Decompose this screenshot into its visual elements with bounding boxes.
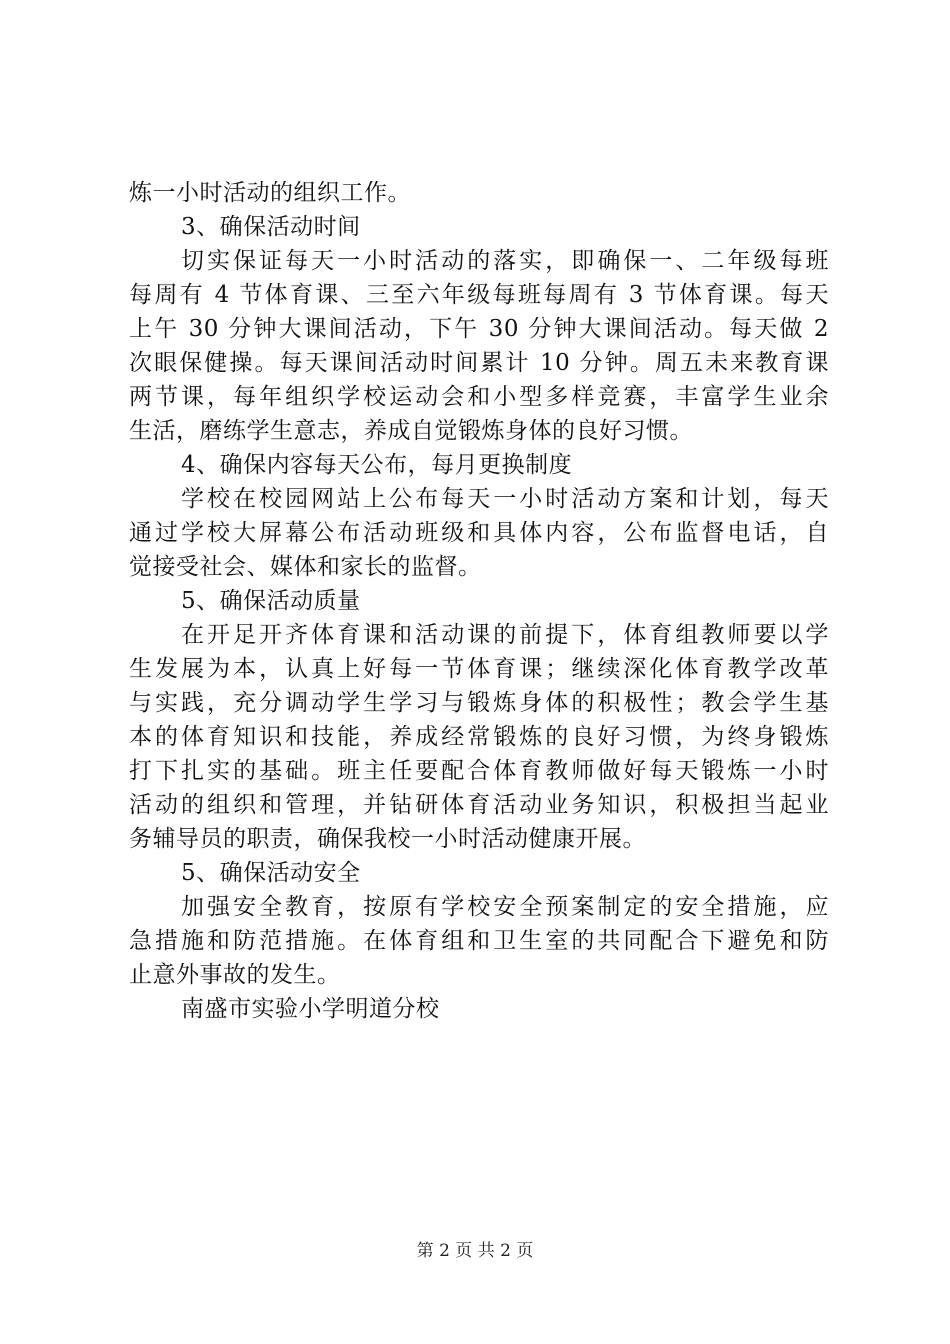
text-line-10: 学校在校园网站上公布每天一小时活动方案和计划，每天	[181, 486, 829, 512]
text-line-17: 本的体育知识和技能，养成经常锻炼的良好习惯，为终身锻炼	[129, 724, 829, 750]
text-line-12: 觉接受社会、媒体和家长的监督。	[129, 554, 482, 580]
text-line-14: 在开足开齐体育课和活动课的前提下，体育组教师要以学	[181, 622, 829, 648]
text-line-19: 活动的组织和管理，并钻研体育活动业务知识，积极担当起业	[129, 792, 829, 818]
signature-school-name: 南盛市实验小学明道分校	[181, 996, 440, 1022]
document-body	[129, 176, 829, 1026]
text-line-24: 止意外事故的发生。	[129, 962, 341, 988]
text-line-20: 务辅导员的职责，确保我校一小时活动健康开展。	[129, 826, 646, 852]
section-heading-4: 4、确保内容每天公布，每月更换制度	[181, 452, 573, 478]
text-line-23: 急措施和防范措施。在体育组和卫生室的共同配合下避免和防	[129, 928, 829, 954]
text-line-4: 每周有 4 节体育课、三至六年级每班每周有 3 节体育课。每天	[129, 282, 829, 308]
section-heading-5-quality: 5、确保活动质量	[181, 588, 361, 614]
text-line-22: 加强安全教育，按原有学校安全预案制定的安全措施，应	[181, 894, 829, 920]
text-line-15: 生发展为本，认真上好每一节体育课；继续深化体育教学改革	[129, 656, 829, 682]
text-line-11: 通过学校大屏幕公布活动班级和具体内容，公布监督电话，自	[129, 520, 829, 546]
text-line-5: 上午 30 分钟大课间活动，下午 30 分钟大课间活动。每天做 2	[129, 316, 829, 342]
page-number-footer: 第 2 页 共 2 页	[416, 1241, 534, 1261]
section-heading-5-safety: 5、确保活动安全	[181, 860, 361, 886]
text-line-16: 与实践，充分调动学生学习与锻炼身体的积极性；教会学生基	[129, 690, 829, 716]
text-line-8: 生活，磨练学生意志，养成自觉锻炼身体的良好习惯。	[129, 418, 693, 444]
text-line-18: 打下扎实的基础。班主任要配合体育教师做好每天锻炼一小时	[129, 758, 829, 784]
text-line-3: 切实保证每天一小时活动的落实，即确保一、二年级每班	[181, 248, 829, 274]
text-line-1: 炼一小时活动的组织工作。	[129, 180, 411, 206]
section-heading-3: 3、确保活动时间	[181, 214, 361, 240]
text-line-7: 两节课，每年组织学校运动会和小型多样竞赛，丰富学生业余	[129, 384, 829, 410]
text-line-6: 次眼保健操。每天课间活动时间累计 10 分钟。周五未来教育课	[129, 350, 829, 376]
